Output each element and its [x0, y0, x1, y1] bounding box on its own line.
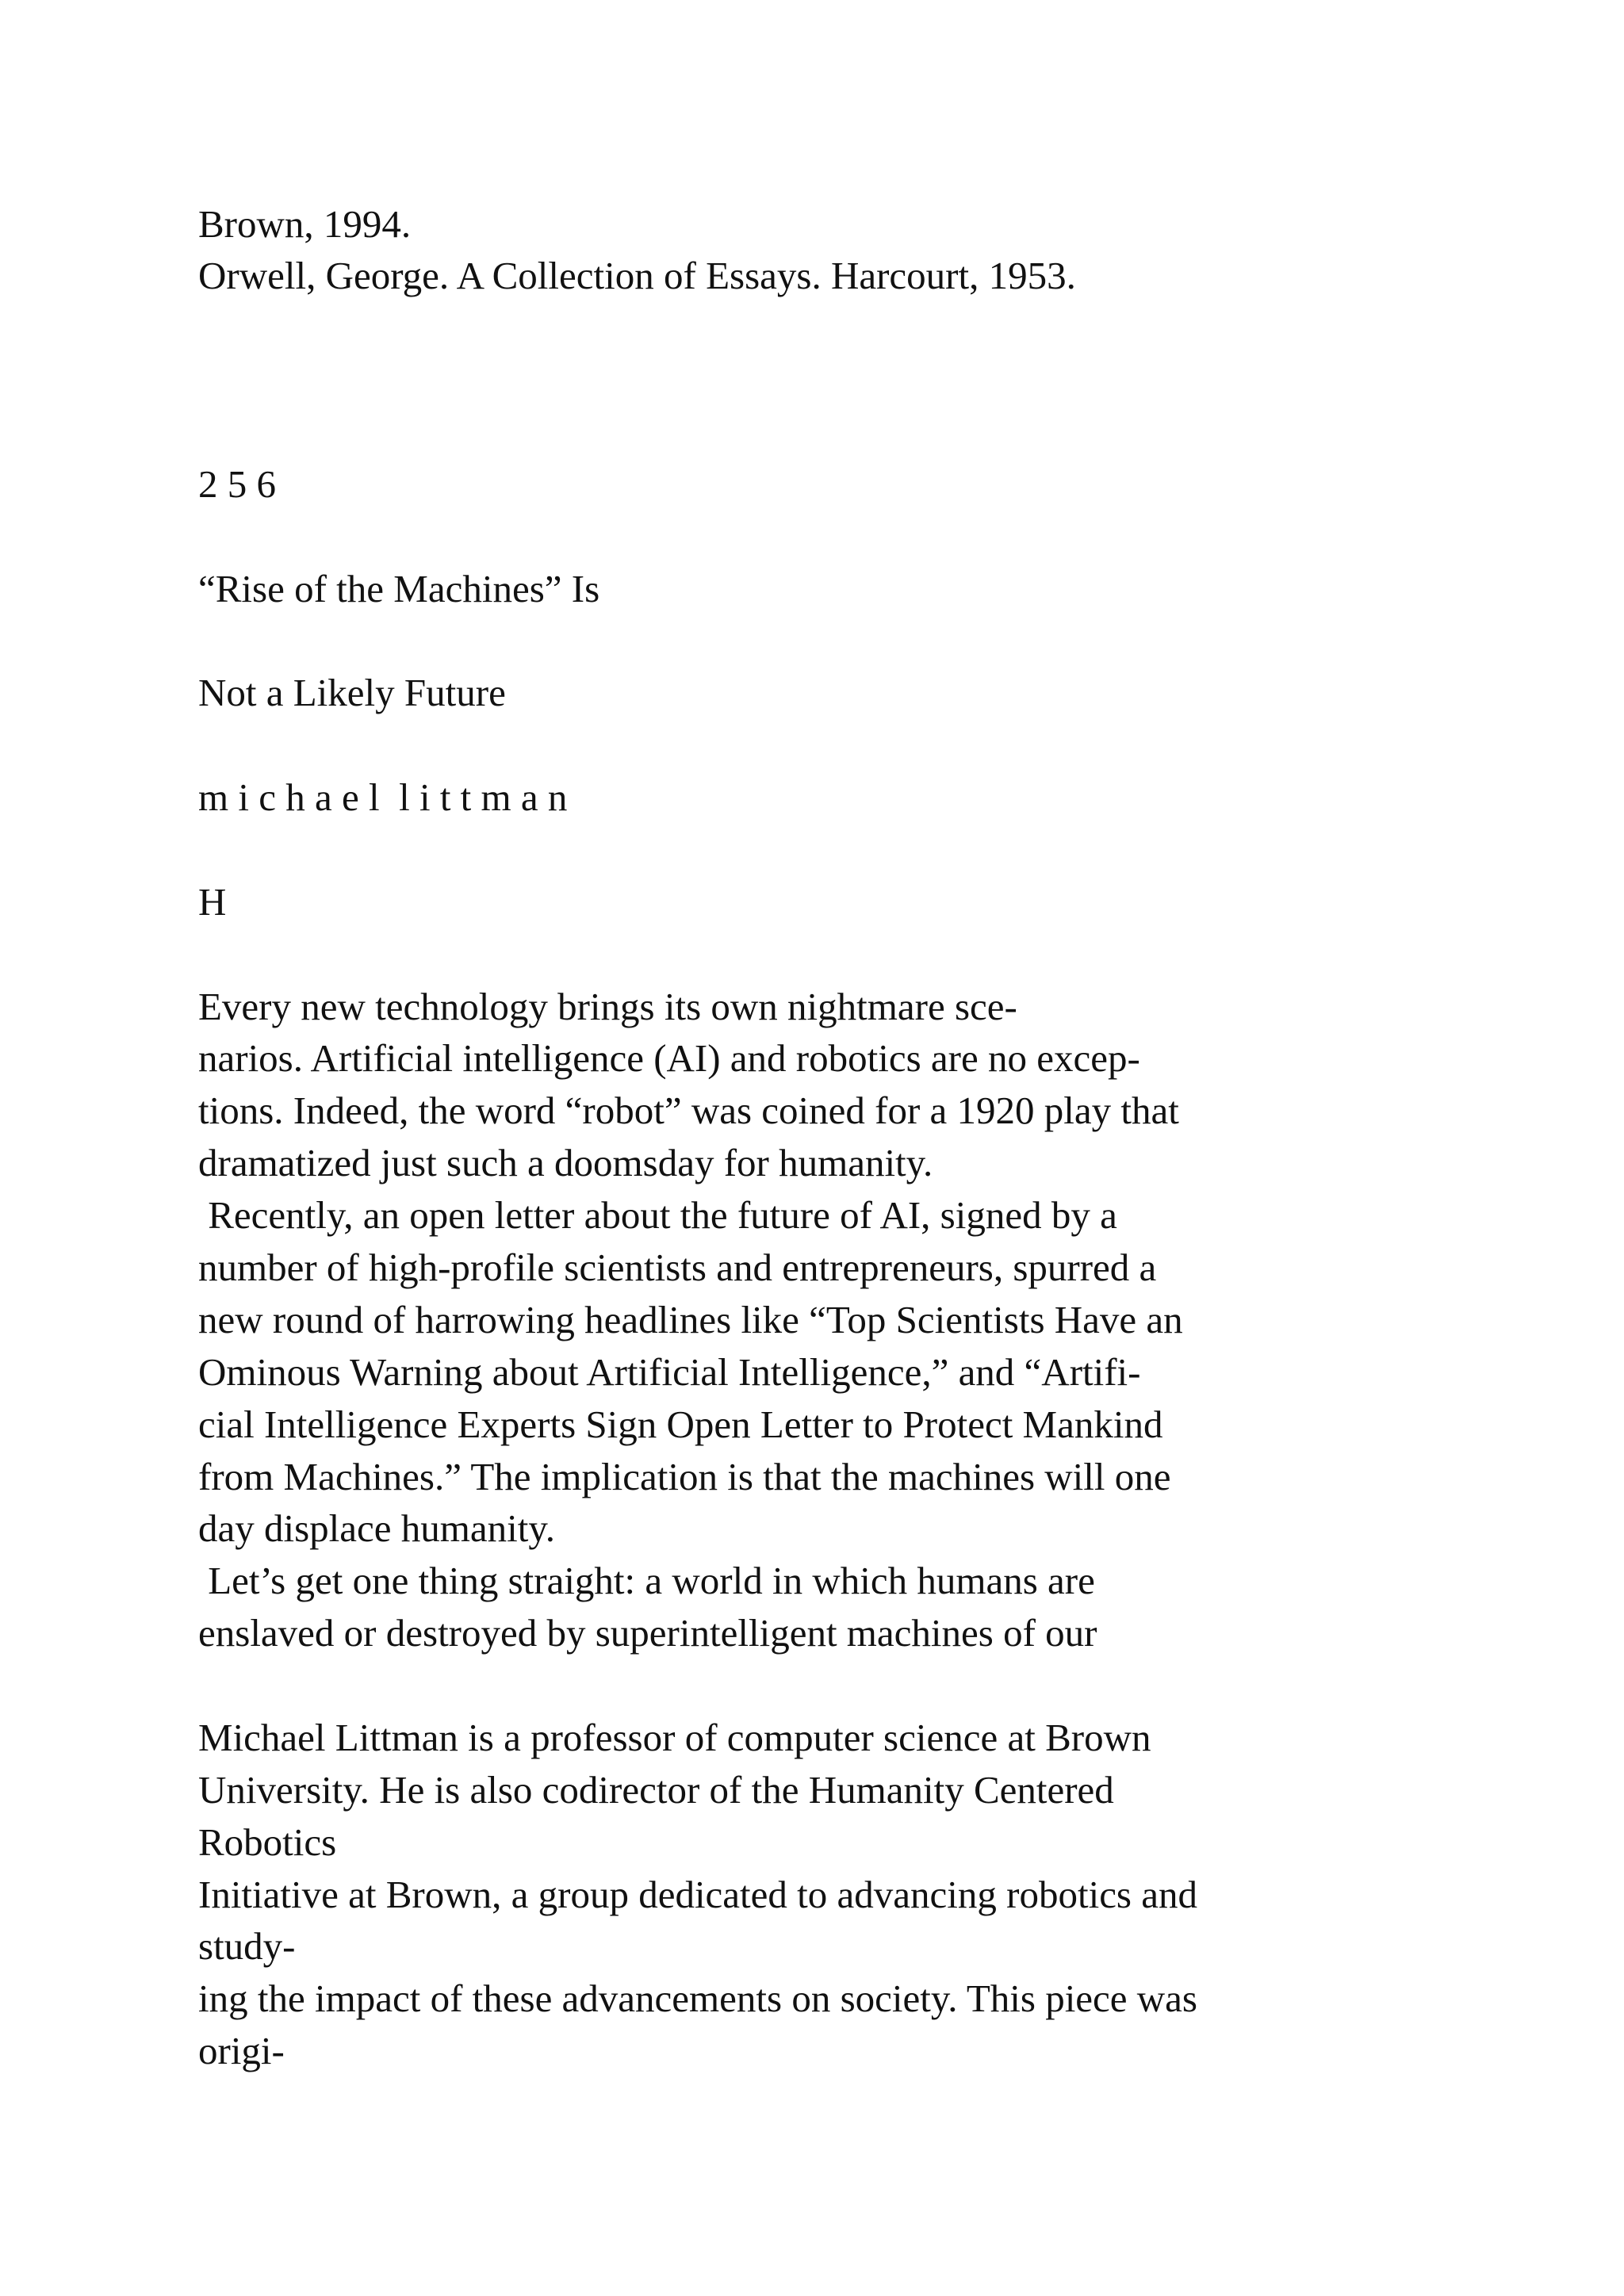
author-bio-line: Robotics [198, 1820, 337, 1864]
body-line: tions. Indeed, the word “robot” was coined for a 1920 play that [198, 1089, 1179, 1132]
body-line: Let’s get one thing straight: a world in which humans are [198, 1559, 1095, 1602]
reference-line: Orwell, George. A Collection of Essays. Harcourt, 1953. [198, 254, 1076, 297]
body-line: day displace humanity. [198, 1506, 555, 1550]
body-line: cial Intelligence Experts Sign Open Letter to Protect Mankind [198, 1402, 1163, 1446]
author-bio-line: ing the impact of these advancements on society. This piece was [198, 1976, 1198, 2020]
body-line: Every new technology brings its own nightmare sce- [198, 985, 1017, 1028]
author-bio-line: University. He is also codirector of the Humanity Centered [198, 1768, 1114, 1812]
essay-title-line-2: Not a Likely Future [198, 671, 506, 714]
body-line: number of high-profile scientists and entrepreneurs, spurred a [198, 1246, 1157, 1289]
author-name: m i c h a e l l i t t m a n [198, 775, 568, 819]
body-line: enslaved or destroyed by superintelligent machines of our [198, 1611, 1097, 1655]
essay-title-line-1: “Rise of the Machines” Is [198, 567, 600, 610]
body-line: from Machines.” The implication is that the machines will one [198, 1455, 1171, 1498]
body-line: new round of harrowing headlines like “Top Scientists Have an [198, 1298, 1183, 1341]
author-bio-line: Initiative at Brown, a group dedicated to advancing robotics and [198, 1873, 1198, 1916]
page-number: 2 5 6 [198, 462, 276, 506]
body-line: Ominous Warning about Artificial Intelligence,” and “Artifi- [198, 1350, 1141, 1394]
body-line: narios. Artificial intelligence (AI) and robotics are no excep- [198, 1036, 1140, 1080]
drop-cap: H [198, 880, 227, 924]
author-bio-line: origi- [198, 2029, 285, 2072]
body-line: dramatized just such a doomsday for humanity. [198, 1141, 933, 1184]
author-bio-line: Michael Littman is a professor of computer science at Brown [198, 1716, 1151, 1759]
author-bio-line: study- [198, 1924, 296, 1968]
reference-line: Brown, 1994. [198, 202, 412, 246]
body-line: Recently, an open letter about the future of AI, signed by a [198, 1193, 1117, 1237]
